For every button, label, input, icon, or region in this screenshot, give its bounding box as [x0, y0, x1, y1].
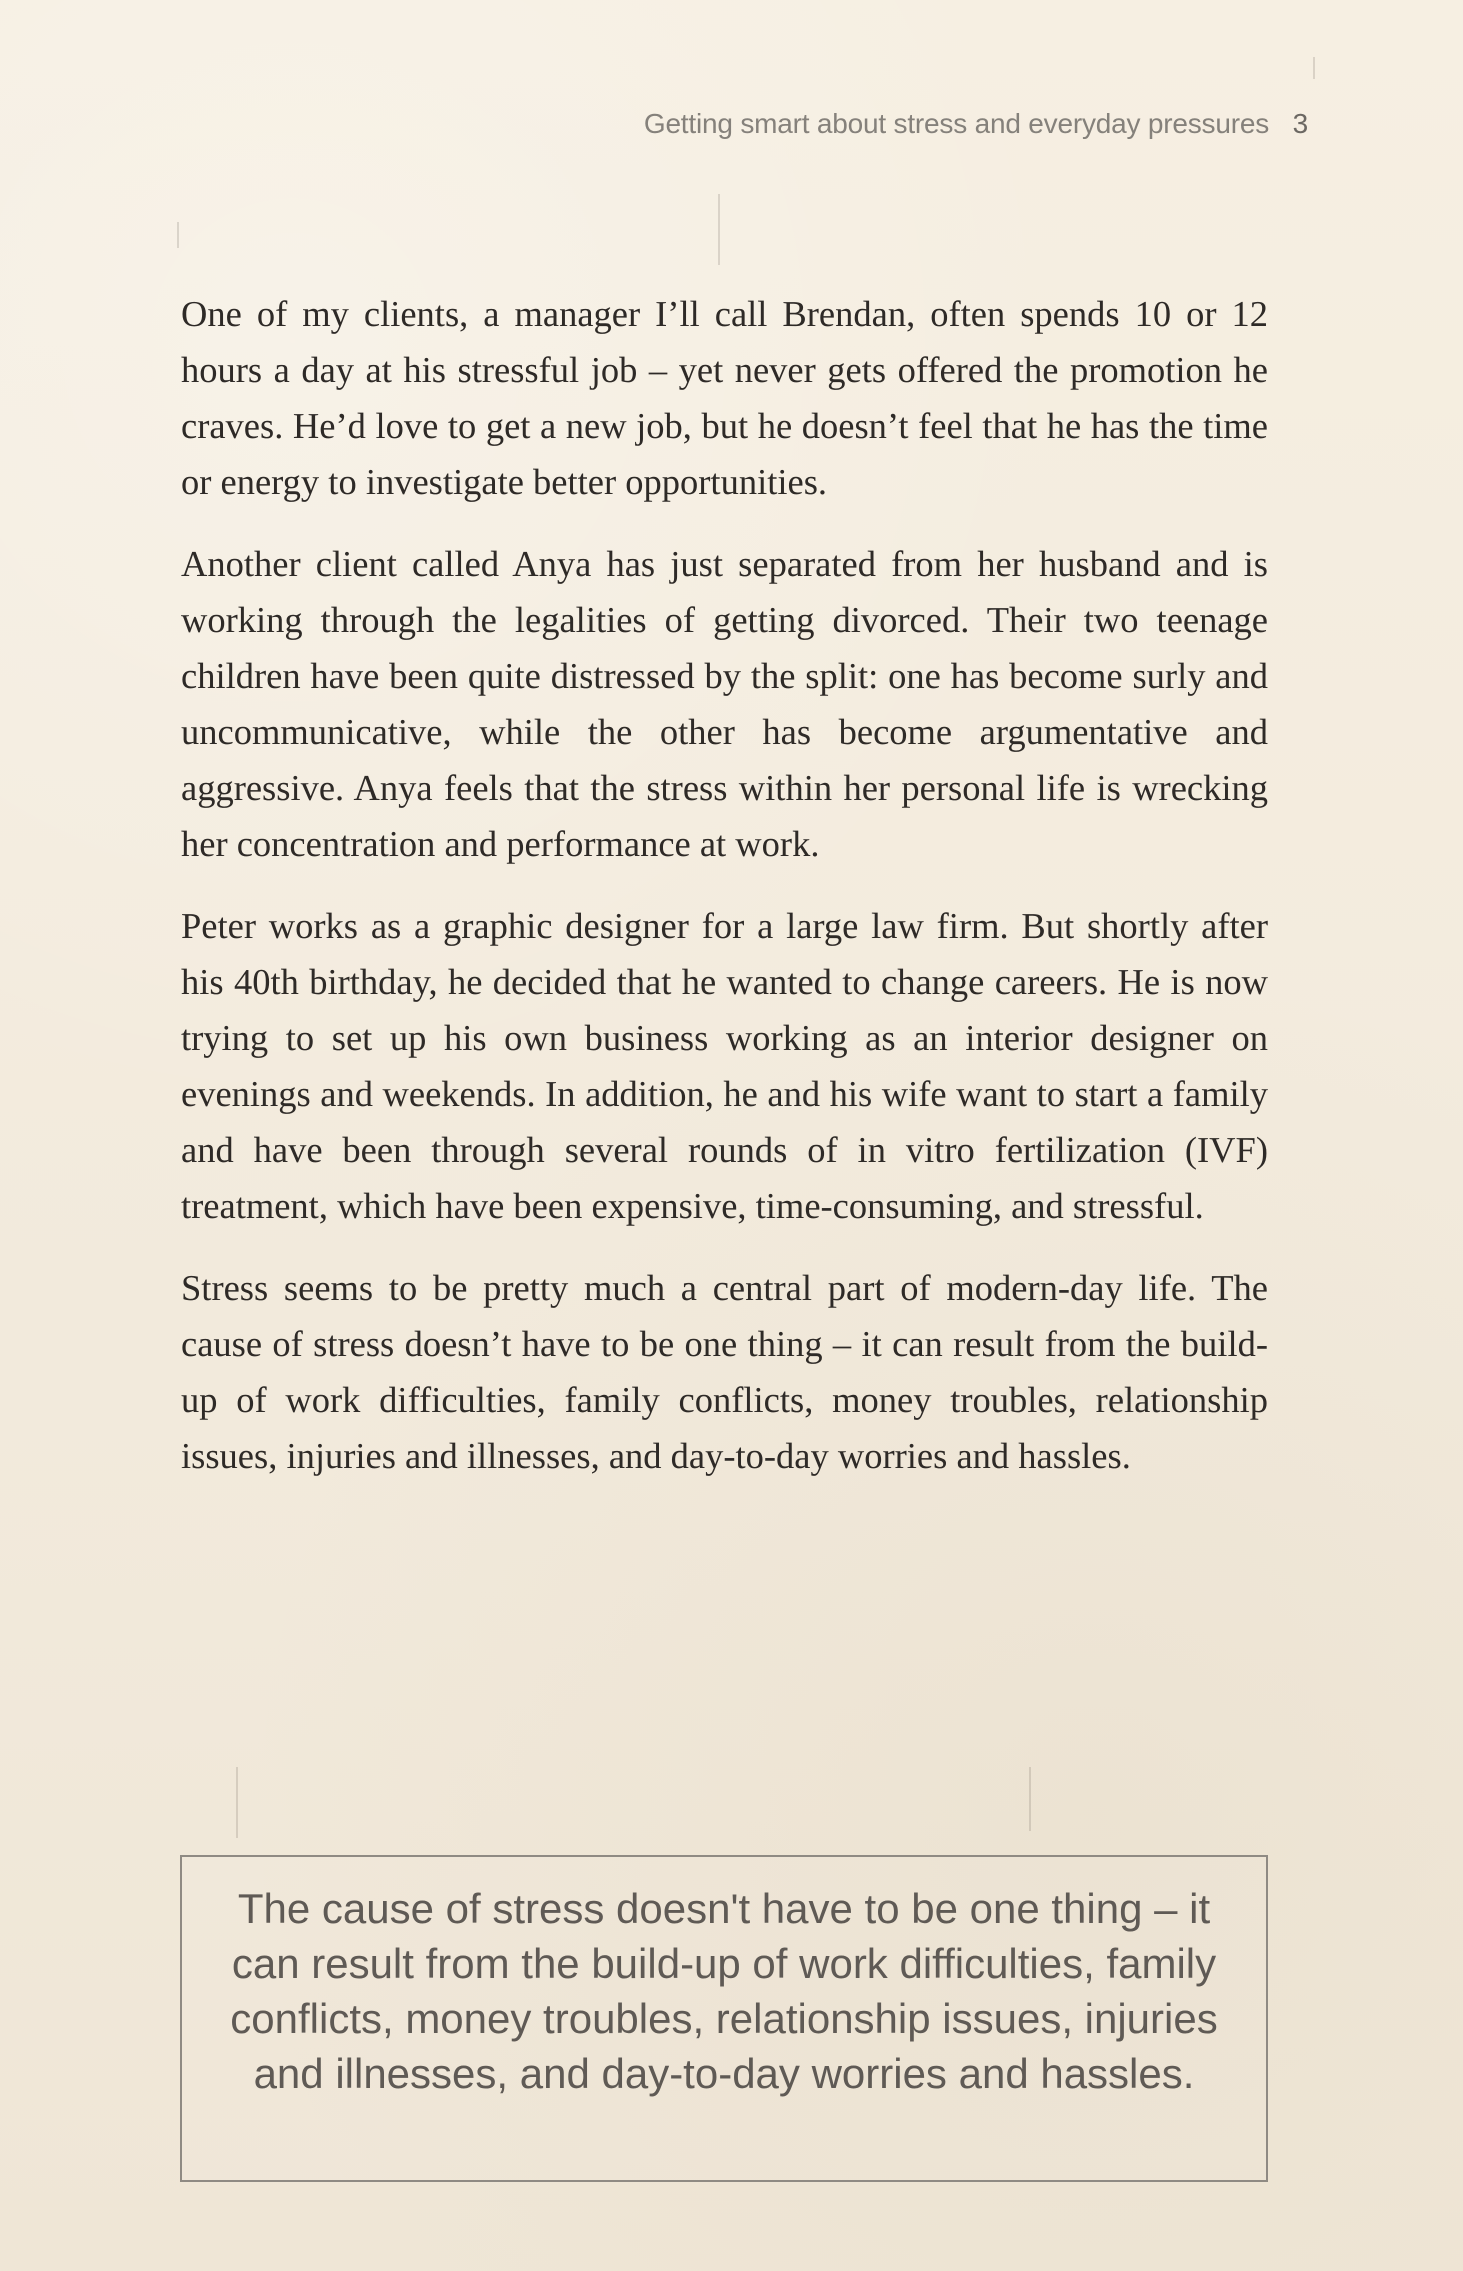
page-number: 3 — [1292, 108, 1308, 139]
paragraph-brendan: One of my clients, a manager I’ll call Brendan, often spends 10 or 12 hours a day at his stressful job – yet never gets offered the promotion he craves. He’d love to get a new job, but he doesn’t feel that he has the time or energy to investigate better opportunities. — [181, 293, 1268, 502]
paragraph-anya: Another client called Anya has just separated from her husband and is working through the legalities of getting divorced. Their two teenage children have been quite distressed by the split: one has become surly and uncommunicative, while the other has become argumentative and aggressive. Anya feels that the stress within her personal life is wrecking her concentration and performance at work. — [181, 543, 1268, 864]
body-text — [181, 286, 1268, 1510]
pull-quote-box — [180, 1855, 1268, 2182]
paragraph-stress-overview: Stress seems to be pretty much a central part of modern-day life. The cause of stress doesn’t have to be one thing – it can result from the build-up of work difficulties, family conflicts, money troubles, relationship issues, injuries and illnesses, and day-to-day worries and hassles. — [181, 1267, 1268, 1476]
pull-quote-text: The cause of stress doesn't have to be one thing – it can result from the build-up of work difficulties, family conflicts, money troubles, relationship issues, injuries and illnesses, and day-to-day worries and hassles. — [230, 1885, 1218, 2097]
paragraph-peter: Peter works as a graphic designer for a large law firm. But shortly after his 40th birthday, he decided that he wanted to change careers. He is now trying to set up his own business working as an interior designer on evenings and weekends. In addition, he and his wife want to start a family and have been through several rounds of in vitro fertilization (IVF) treatment, which have been expensive, time-consuming, and stressful. — [181, 905, 1268, 1226]
page-speck — [177, 222, 179, 248]
page-speck — [1313, 57, 1315, 79]
running-header — [644, 108, 1308, 140]
page-speck — [718, 194, 720, 265]
page-speck — [236, 1767, 238, 1838]
page-speck — [1029, 1767, 1031, 1831]
running-header-title: Getting smart about stress and everyday pressures — [643, 108, 1270, 139]
